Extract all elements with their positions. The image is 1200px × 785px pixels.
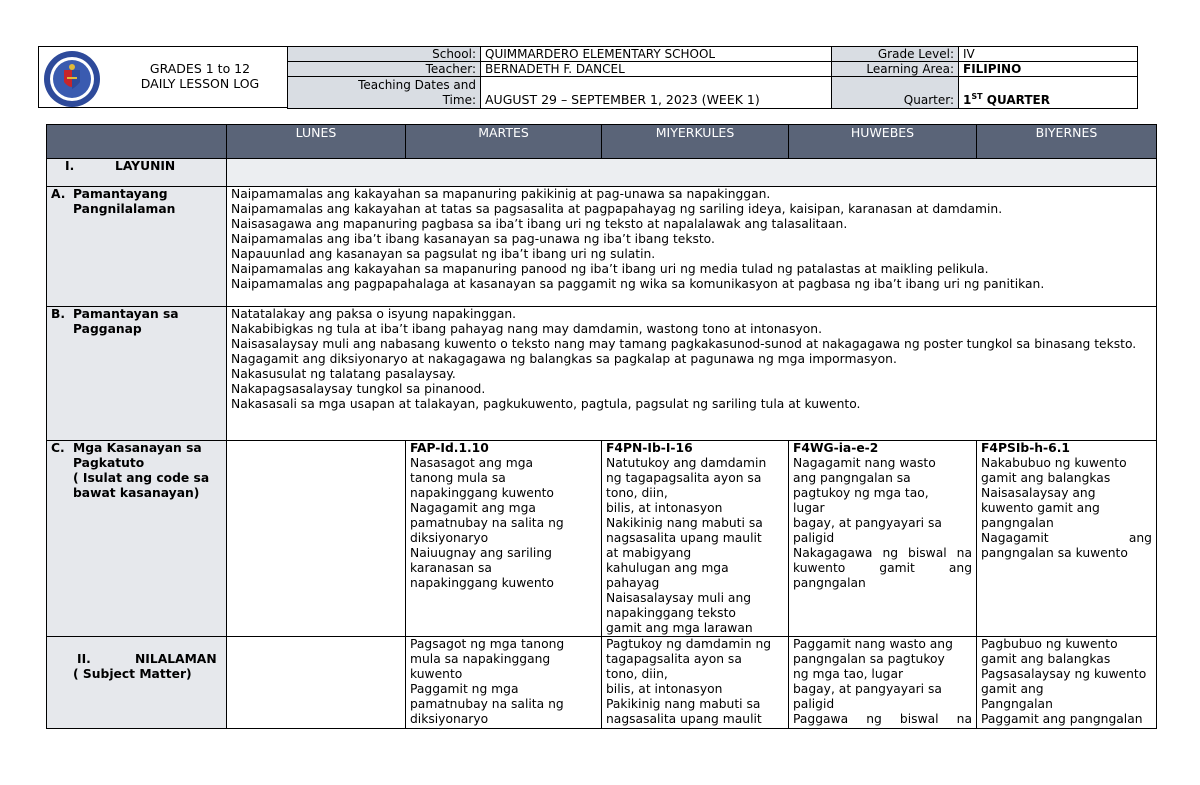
section-b-line: Nakapagsasalaysay tungkol sa pinanood. [231, 382, 486, 396]
kasanayan-line: Nakikinig nang mabuti sa [606, 516, 763, 530]
quarter-suffix: ST [971, 92, 983, 101]
section-c-letter: C. [51, 441, 65, 455]
nilalaman-line: bilis, at intonasyon [606, 682, 723, 696]
day-lunes: LUNES [227, 125, 406, 159]
grades-title [117, 61, 283, 91]
kasanayan-line: Nagagamit nang wasto [793, 456, 936, 470]
nilalaman-line: Pangngalan [981, 697, 1053, 711]
section-b-line: Nagagamit ang diksiyonaryo at nakagagawa ng balangkas sa pagkalap at pagunawa ng mga impormasyon. [231, 352, 897, 366]
nilalaman-line: paligid [793, 697, 835, 711]
nilalaman-line: tono, diin, [606, 667, 668, 681]
layunin-content [227, 159, 1157, 187]
kasanayan-line: nagsasalita upang maulit [606, 531, 762, 545]
kasanayan-martes [406, 441, 602, 637]
kasanayan-line: Nagagamit ang [981, 531, 1152, 545]
section-b-title-1: Pamantayan sa [73, 307, 179, 321]
section-b-content [227, 307, 1157, 441]
nilalaman-line: gamit ang [981, 682, 1044, 696]
nilalaman-line: diksiyonaryo [410, 712, 489, 726]
kasanayan-line: pamatnubay na salita ng [410, 516, 564, 530]
section-ii-subtitle: ( Subject Matter) [73, 667, 192, 681]
nilalaman-line: Paggamit ang pangngalan [981, 712, 1143, 726]
grades-line1: GRADES 1 to 12 [149, 61, 251, 76]
section-a-letter: A. [51, 187, 66, 201]
kasanayan-line: ang pangngalan sa [793, 471, 911, 485]
kasanayan-miyerkules [602, 441, 789, 637]
kasanayan-line: bagay, at pangyayari sa [793, 516, 942, 530]
lesson-log-table [46, 124, 1157, 729]
section-b-line: Nakabibigkas ng tula at iba’t ibang pahayag nang may damdamin, wastong tono at intonasyon. [231, 322, 822, 336]
section-a-line: Napauunlad ang kasanayan sa pagsulat ng iba’t ibang uri ng sulatin. [231, 247, 656, 261]
kasanayan-line: Natutukoy ang damdamin [606, 456, 767, 470]
kasanayan-line: pangngalan sa kuwento [981, 546, 1128, 560]
kasanayan-line: kuwento gamit ang [981, 501, 1100, 515]
layunin-num: I. [65, 159, 75, 173]
section-a-line: Naipamamalas ang pagpapahalaga at kasanayan sa paggamit ng wika sa komunikasyon at pagbasa ng iba’t ibang uri ng panitikan. [231, 277, 1045, 291]
section-b-heading [51, 307, 222, 337]
kasanayan-lunes [227, 441, 406, 637]
kasanayan-line: Nakabubuo ng kuwento [981, 456, 1127, 470]
kasanayan-line: kahulugan ang mga [606, 561, 729, 575]
kasanayan-line: gamit ang mga larawan [606, 621, 753, 635]
kasanayan-line: tono, diin, [606, 486, 668, 500]
competency-code: F4PSIb-h-6.1 [981, 441, 1070, 455]
kasanayan-line: kuwento gamit ang [793, 561, 972, 575]
pamantayan-sa-pagganap-row [47, 307, 1157, 441]
nilalaman-line: mula sa napakinggang [410, 652, 551, 666]
quarter-value [959, 77, 1138, 109]
nilalaman-line: Pagsagot ng mga tanong [410, 637, 565, 651]
nilalaman-lunes [227, 637, 406, 729]
kasanayan-line: lugar [793, 501, 825, 515]
section-b-letter: B. [51, 307, 66, 321]
kasanayan-line: at mabigyang [606, 546, 692, 560]
section-c-title-4: bawat kasanayan) [73, 486, 200, 500]
nilalaman-line: bagay, at pangyayari sa [793, 682, 942, 696]
day-martes: MARTES [406, 125, 602, 159]
school-value: QUIMMARDERO ELEMENTARY SCHOOL [481, 47, 832, 62]
teaching-dates-label-2: Time: [442, 93, 476, 107]
section-a-content [227, 187, 1157, 307]
kasanayan-line: pahayag [606, 576, 660, 590]
section-b-line: Natatalakay ang paksa o isyung napakinggan. [231, 307, 517, 321]
section-a-title-1: Pamantayang [73, 187, 168, 201]
kasanayan-line: Nakagagawa ng biswal na [793, 546, 972, 560]
layunin-text: LAYUNIN [115, 159, 176, 173]
kasanayan-line: pangngalan [793, 576, 866, 590]
nilalaman-line: gamit ang balangkas [981, 652, 1111, 666]
section-b-line: Naisasalaysay muli ang nabasang kuwento o teksto nang may tamang pagkakasunod-sunod at nakagagawa ng poster tungkol sa binasang teksto. [231, 337, 1137, 351]
kasanayan-line: tanong mula sa [410, 471, 506, 485]
section-a-line: Naisasagawa ang mapanuring pagbasa sa iba’t ibang uri ng teksto at napalalawak ang talasalitaan. [231, 217, 848, 231]
nilalaman-line: Paggawa ng biswal na [793, 712, 972, 726]
kasanayan-line: Naisasalaysay ang [981, 486, 1096, 500]
section-c-title-1: Mga Kasanayan sa [73, 441, 202, 455]
section-b-title [73, 307, 179, 337]
competency-code: FAP-Id.1.10 [410, 441, 489, 455]
kasanayan-row [47, 441, 1157, 637]
section-a-line: Naipamamalas ang kakayahan at tatas sa pagsasalita at pagpapahayag ng sariling ideya, kaisipan, karanasan at damdamin. [231, 202, 1003, 216]
quarter-label: Quarter: [832, 77, 959, 109]
kasanayan-line: Naisasalaysay muli ang [606, 591, 752, 605]
kasanayan-line: gamit ang balangkas [981, 471, 1111, 485]
kasanayan-line: napakinggang kuwento [410, 486, 554, 500]
section-a-line: Naipamamalas ang kakayahan sa mapanuring panood ng iba’t ibang uri ng media tulad ng patalastas at maikling pelikula. [231, 262, 989, 276]
kasanayan-line: diksiyonaryo [410, 531, 489, 545]
nilalaman-biyernes [977, 637, 1157, 729]
section-c-heading [51, 441, 222, 501]
nilalaman-line: pamatnubay na salita ng [410, 697, 564, 711]
nilalaman-line: ng mga tao, lugar [793, 667, 904, 681]
quarter-number: 1 [963, 93, 972, 107]
kasanayan-huwebes [789, 441, 977, 637]
kasanayan-line: pagtukoy ng mga tao, [793, 486, 929, 500]
layunin-row [47, 159, 1157, 187]
teaching-dates-value: AUGUST 29 – SEPTEMBER 1, 2023 (WEEK 1) [481, 77, 832, 109]
teacher-value: BERNADETH F. DANCEL [481, 62, 832, 77]
kasanayan-line: Nagagamit ang mga [410, 501, 536, 515]
section-c-title-3: ( Isulat ang code sa [73, 471, 210, 485]
nilalaman-line: nagsasalita upang maulit [606, 712, 762, 726]
nilalaman-line: Paggamit ng mga [410, 682, 519, 696]
kasanayan-line: paligid [793, 531, 835, 545]
header-info-table [287, 46, 1138, 109]
day-header-row [47, 125, 1157, 159]
section-c-title-2: Pagkatuto [73, 456, 145, 470]
section-a-line: Naipamamalas ang kakayahan sa mapanuring pakikinig at pag-unawa sa napakinggan. [231, 187, 771, 201]
nilalaman-row [47, 637, 1157, 729]
section-ii-label [47, 637, 227, 729]
kasanayan-line: bilis, at intonasyon [606, 501, 723, 515]
kasanayan-line: pangngalan [981, 516, 1054, 530]
section-ii-text: NILALAMAN [135, 652, 217, 666]
section-ii-heading [51, 652, 222, 667]
kasanayan-line: Naiuugnay ang sariling [410, 546, 552, 560]
teaching-dates-label [288, 77, 481, 109]
nilalaman-miyerkules [602, 637, 789, 729]
grade-level-value: IV [959, 47, 1138, 62]
day-biyernes: BIYERNES [977, 125, 1157, 159]
nilalaman-line: Pagsasalaysay ng kuwento [981, 667, 1147, 681]
section-b-title-2: Pagganap [73, 322, 142, 336]
kasanayan-line: napakinggang teksto [606, 606, 736, 620]
grades-line2: DAILY LESSON LOG [140, 76, 260, 91]
learning-area-value: FILIPINO [959, 62, 1138, 77]
nilalaman-line: Pakikinig nang mabuti sa [606, 697, 761, 711]
nilalaman-huwebes [789, 637, 977, 729]
deped-seal-icon [43, 50, 101, 108]
pamantayang-pangnilalaman-row [47, 187, 1157, 307]
teaching-dates-label-1: Teaching Dates and [358, 78, 476, 92]
header-logo-box [38, 46, 288, 108]
kasanayan-line: karanasan sa [410, 561, 492, 575]
kasanayan-line: ng tagapagsalita ayon sa [606, 471, 762, 485]
teacher-label: Teacher: [288, 62, 481, 77]
section-a-title [73, 187, 175, 217]
school-label: School: [288, 47, 481, 62]
day-huwebes: HUWEBES [789, 125, 977, 159]
section-a-label [47, 187, 227, 307]
competency-code: F4PN-Ib-I-16 [606, 441, 693, 455]
quarter-text: QUARTER [982, 93, 1050, 107]
nilalaman-line: Pagtukoy ng damdamin ng [606, 637, 772, 651]
section-b-label [47, 307, 227, 441]
nilalaman-line: pangngalan sa pagtukoy [793, 652, 945, 666]
section-b-line: Nakasusulat ng talatang pasalaysay. [231, 367, 456, 381]
kasanayan-line: napakinggang kuwento [410, 576, 554, 590]
nilalaman-line: Pagbubuo ng kuwento [981, 637, 1118, 651]
grade-level-label: Grade Level: [832, 47, 959, 62]
section-ii-num: II. [77, 652, 91, 666]
day-header-blank [47, 125, 227, 159]
nilalaman-line: kuwento [410, 667, 463, 681]
section-a-heading [51, 187, 222, 217]
nilalaman-line: Paggamit nang wasto ang [793, 637, 953, 651]
layunin-label [47, 159, 227, 187]
section-c-label [47, 441, 227, 637]
kasanayan-line: Nasasagot ang mga [410, 456, 534, 470]
section-a-line: Naipamamalas ang iba’t ibang kasanayan sa pag-unawa ng iba’t ibang teksto. [231, 232, 715, 246]
section-c-title [73, 441, 209, 501]
kasanayan-biyernes [977, 441, 1157, 637]
day-miyerkules: MIYERKULES [602, 125, 789, 159]
nilalaman-martes [406, 637, 602, 729]
nilalaman-line: tagapagsalita ayon sa [606, 652, 742, 666]
learning-area-label: Learning Area: [832, 62, 959, 77]
section-b-line: Nakasasali sa mga usapan at talakayan, pagkukuwento, pagtula, pagsulat ng sariling tula at kuwento. [231, 397, 861, 411]
competency-code: F4WG-ia-e-2 [793, 441, 879, 455]
section-a-title-2: Pangnilalaman [73, 202, 176, 216]
